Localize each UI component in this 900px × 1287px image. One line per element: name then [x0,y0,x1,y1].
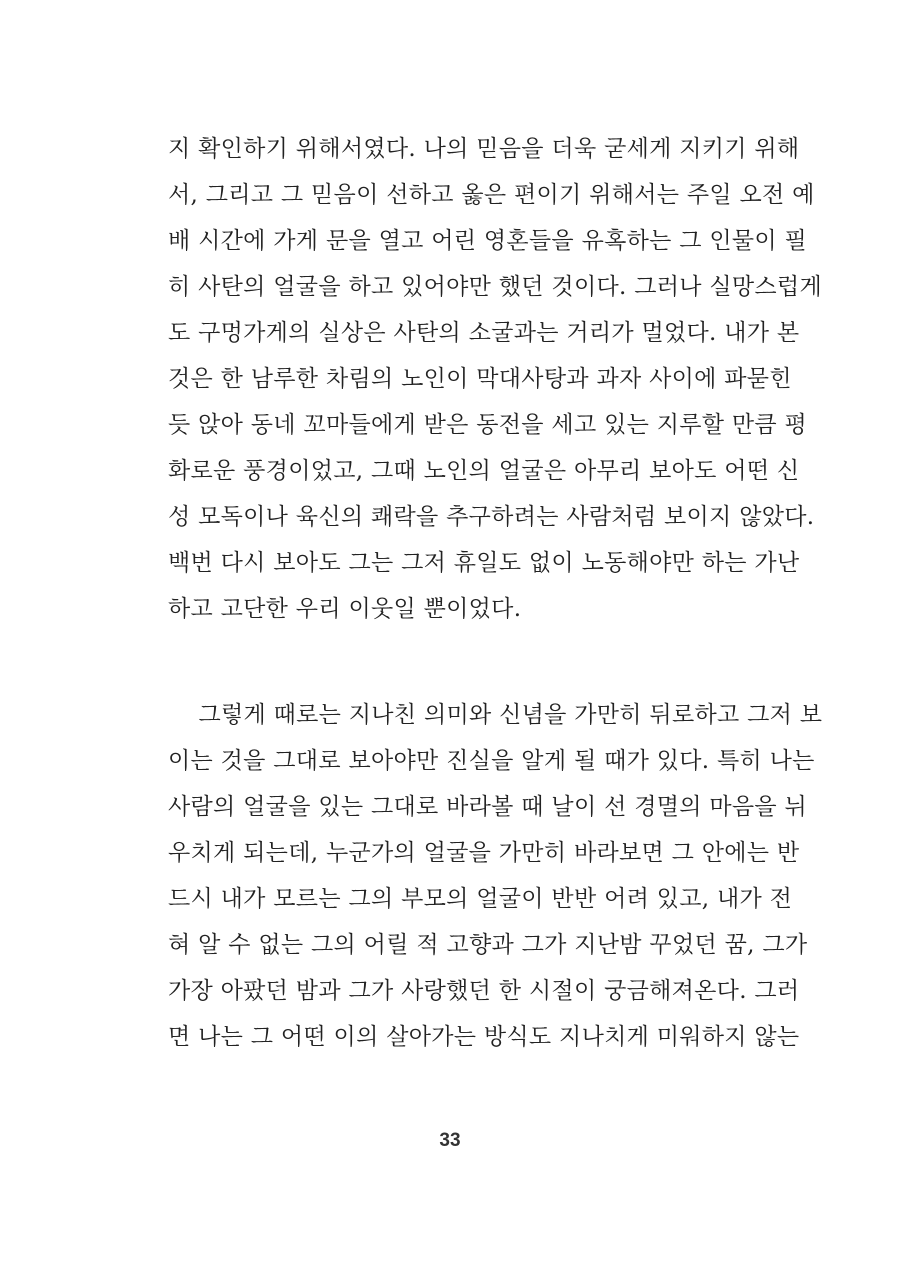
text-line: 면 나는 그 어떤 이의 살아가는 방식도 지나치게 미워하지 않는 [168,1024,800,1050]
text-line: 백번 다시 보아도 그는 그저 휴일도 없이 노동해야만 하는 가난 [168,550,800,576]
text-line: 하고 고단한 우리 이웃일 뿐이었다. [168,596,522,622]
text-line: 가장 아팠던 밤과 그가 사랑했던 한 시절이 궁금해져온다. 그러 [168,978,800,1004]
paragraph-1 [168,134,822,634]
text-line: 서, 그리고 그 믿음이 선하고 옳은 편이기 위해서는 주일 오전 예 [168,182,815,208]
text-line: 우치게 되는데, 누군가의 얼굴을 가만히 바라보면 그 안에는 반 [168,840,800,866]
text-line: 화로운 풍경이었고, 그때 노인의 얼굴은 아무리 보아도 어떤 신 [168,458,800,484]
page-number: 33 [439,1130,461,1151]
text-line: 성 모독이나 육신의 쾌락을 추구하려는 사람처럼 보이지 않았다. [168,504,815,530]
text-line: 도 구멍가게의 실상은 사탄의 소굴과는 거리가 멀었다. 내가 본 [168,320,800,346]
text-line: 그렇게 때로는 지나친 의미와 신념을 가만히 뒤로하고 그저 보 [168,702,823,728]
text-line: 이는 것을 그대로 보아야만 진실을 알게 될 때가 있다. 특히 나는 [168,748,815,774]
text-line: 히 사탄의 얼굴을 하고 있어야만 했던 것이다. 그러나 실망스럽게 [168,274,822,300]
text-line: 사람의 얼굴을 있는 그대로 바라볼 때 날이 선 경멸의 마음을 뉘 [168,794,808,820]
text-line: 드시 내가 모르는 그의 부모의 얼굴이 반반 어려 있고, 내가 전 [168,886,793,912]
text-line: 것은 한 남루한 차림의 노인이 막대사탕과 과자 사이에 파묻힌 [168,366,792,392]
text-line: 배 시간에 가게 문을 열고 어린 영혼들을 유혹하는 그 인물이 필 [168,228,808,254]
text-line: 혀 알 수 없는 그의 어릴 적 고향과 그가 지난밤 꾸었던 꿈, 그가 [168,932,808,958]
text-line: 듯 앉아 동네 꼬마들에게 받은 동전을 세고 있는 지루할 만큼 평 [168,412,808,438]
text-line: 지 확인하기 위해서였다. 나의 믿음을 더욱 굳세게 지키기 위해 [168,136,800,162]
paragraph-2 [168,700,823,1060]
